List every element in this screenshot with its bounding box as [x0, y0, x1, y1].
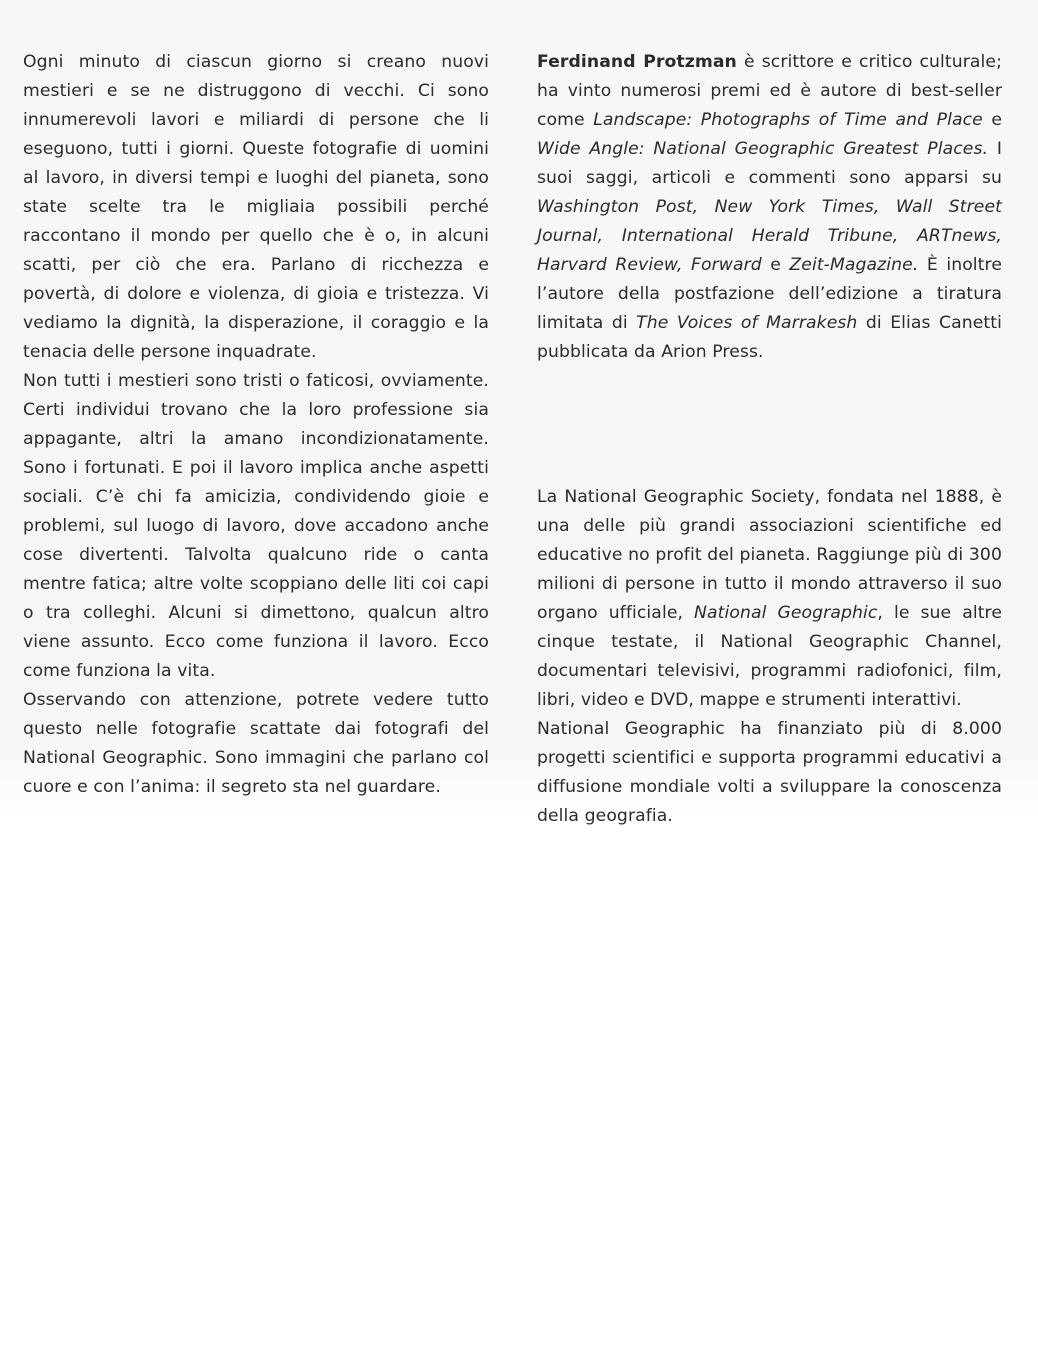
publication-zeit: Zeit-Magazine.	[789, 255, 919, 275]
book-title-marrakesh: The Voices of Marrakesh	[636, 313, 858, 333]
bio-text-1: è scrittore e critico culturale; ha vinto numerosi premi ed è autore di best-seller come	[537, 52, 1002, 130]
info-column	[537, 48, 1002, 831]
author-name: Ferdinand Protzman	[537, 52, 737, 72]
section-spacer	[537, 367, 1002, 483]
society-text-1: La National Geographic Society, fondata nel 1888, è una delle più grandi associazioni scientifiche ed educative no profit del pianeta. Raggiunge più di 300 milioni di persone in tutto il mondo attraverso il suo organo ufficiale,	[537, 487, 1002, 623]
society-text-2: , le sue altre cinque testate, il National Geographic Channel, documentari televisivi, programmi radiofonici, film, libri, video e DVD, mappe e strumenti interattivi.	[537, 603, 1002, 710]
magazine-title: National Geographic	[694, 603, 878, 623]
intro-paragraph-1: Ogni minuto di ciascun giorno si creano nuovi mestieri e se ne distruggono di vecchi. Ci sono innumerevoli lavori e miliardi di persone che li eseguono, tutti i giorni. Queste fotografie di uomini al lavoro, in diversi tempi e luoghi del pianeta, sono state scelte tra le migliaia possibili perché raccontano il mondo per quello che è o, in alcuni scatti, per ciò che era. Parlano di ricchezza e povertà, di dolore e violenza, di gioia e tristezza. Vi vediamo la dignità, la disperazione, il coraggio e la tenacia delle persone inquadrate.	[23, 52, 489, 362]
publications-list: Washington Post, New York Times, Wall Street Journal, International Herald Tribune, ARTnews, Harvard Review, Forward	[537, 197, 1002, 275]
book-title-landscape: Landscape: Photographs of Time and Place	[593, 110, 983, 130]
intro-paragraph-3: Osservando con attenzione, potrete vedere tutto questo nelle fotografie scattate dai fotografi del National Geographic. Sono immagini che parlano col cuore e con l’anima: il segreto sta nel guardare.	[23, 690, 489, 797]
author-bio	[537, 48, 1002, 367]
bio-text-6: di Elias Canetti pubblicata da Arion Press.	[537, 313, 1002, 362]
society-paragraph-2: National Geographic ha finanziato più di 8.000 progetti scientifici e supporta programmi educativi a diffusione mondiale volti a sviluppare la conoscenza della geografia.	[537, 719, 1002, 826]
society-paragraph-1	[537, 483, 1002, 715]
bio-text-3: I suoi saggi, articoli e commenti sono apparsi su	[537, 139, 1002, 188]
bio-text-5: È inoltre l’autore della postfazione dell’edizione a tiratura limitata di	[537, 255, 1002, 333]
book-title-wide-angle: Wide Angle: National Geographic Greatest Places.	[537, 139, 989, 159]
intro-paragraph-2: Non tutti i mestieri sono tristi o faticosi, ovviamente. Certi individui trovano che la loro professione sia appagante, altri la amano incondizionatamente. Sono i fortunati. E poi il lavoro implica anche aspetti sociali. C’è chi fa amicizia, condividendo gioie e problemi, sul luogo di lavoro, dove accadono anche cose divertenti. Talvolta qualcuno ride o canta mentre fatica; altre volte scoppiano delle liti coi capi o tra colleghi. Alcuni si dimettono, qualcun altro viene assunto. Ecco come funziona il lavoro. Ecco come funziona la vita.	[23, 371, 489, 681]
bio-text-2: e	[982, 110, 1002, 130]
bio-text-4: e	[761, 255, 790, 275]
intro-column	[23, 48, 489, 802]
